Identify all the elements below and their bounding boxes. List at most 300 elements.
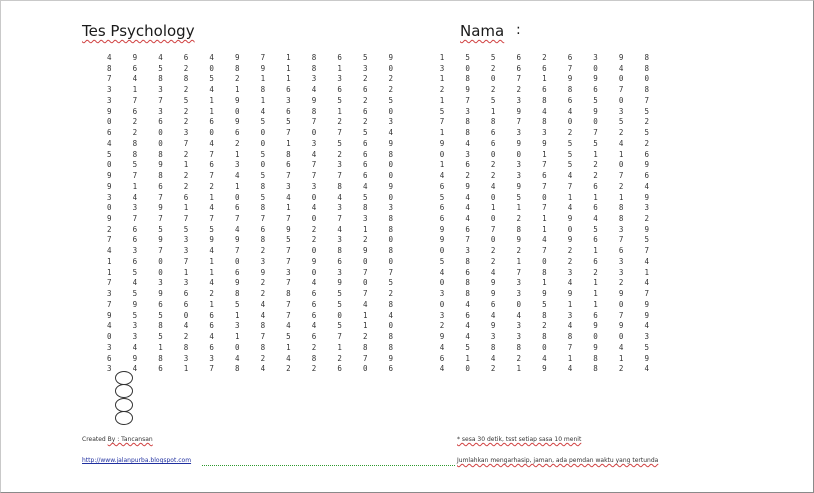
- grid-cell: 3: [644, 203, 649, 213]
- grid-cell: 6: [439, 353, 445, 363]
- grid-cell: 5: [490, 53, 496, 62]
- grid-cell: 4: [158, 53, 163, 62]
- grid-cell: 8: [644, 63, 649, 73]
- grid-cell: 4: [490, 181, 496, 191]
- grid-cell: 3: [618, 106, 624, 116]
- grid-cell: 0: [388, 235, 394, 245]
- grid-cell: 7: [567, 63, 573, 73]
- grid-cell: 5: [362, 128, 368, 138]
- grid-cell: 4: [618, 138, 624, 148]
- grid-cell: 5: [260, 149, 266, 159]
- grid-cell: 8: [644, 85, 649, 95]
- grid-cell: 2: [388, 74, 394, 84]
- grid-cell: 4: [260, 364, 266, 374]
- grid-cell: 2: [439, 321, 445, 331]
- grid-cell: 9: [618, 289, 624, 299]
- grid-cell: 7: [158, 246, 163, 256]
- grid-cell: 6: [209, 160, 214, 170]
- grid-cell: 5: [158, 63, 163, 73]
- grid-cell: 7: [260, 332, 266, 342]
- grid-cell: 0: [311, 267, 317, 277]
- grid-cell: 4: [209, 332, 214, 342]
- grid-cell: 2: [286, 364, 291, 374]
- grid-cell: 9: [107, 181, 112, 191]
- grid-cell: 2: [311, 342, 317, 352]
- grid-cell: 9: [567, 214, 573, 224]
- grid-cell: 0: [388, 63, 394, 73]
- grid-cell: 5: [209, 224, 214, 234]
- grid-cell: 4: [439, 171, 445, 181]
- grid-cell: 9: [132, 299, 138, 309]
- grid-cell: 9: [260, 267, 266, 277]
- grid-cell: 8: [158, 321, 163, 331]
- grid-cell: 3: [132, 203, 138, 213]
- grid-cell: 4: [209, 203, 214, 213]
- grid-cell: 4: [362, 299, 368, 309]
- grid-cell: 1: [286, 74, 291, 84]
- grid-cell: 0: [439, 278, 445, 288]
- grid-cell: 4: [644, 278, 649, 288]
- grid-cell: 4: [567, 321, 573, 331]
- grid-cell: 4: [490, 267, 496, 277]
- grid-cell: 7: [516, 267, 522, 277]
- grid-cell: 8: [337, 181, 342, 191]
- grid-cell: 3: [286, 267, 291, 277]
- grid-cell: 6: [183, 53, 189, 62]
- grid-cell: 1: [337, 63, 342, 73]
- grid-cell: 8: [311, 106, 317, 116]
- grid-cell: 2: [183, 117, 189, 127]
- grid-cell: 1: [490, 106, 496, 116]
- grid-cell: 6: [286, 160, 291, 170]
- grid-cell: 9: [439, 235, 445, 245]
- grid-cell: 5: [337, 138, 342, 148]
- grid-cell: 4: [311, 85, 317, 95]
- grid-cell: 4: [439, 364, 445, 374]
- grid-cell: 9: [644, 192, 649, 202]
- grid-cell: 4: [337, 192, 342, 202]
- grid-cell: 8: [388, 332, 394, 342]
- grid-cell: 3: [311, 181, 317, 191]
- footer-author: By : Tancansan: [107, 436, 153, 443]
- grid-cell: 0: [542, 342, 547, 352]
- grid-cell: 1: [107, 256, 112, 266]
- grid-cell: 1: [618, 353, 624, 363]
- grid-cell: 9: [388, 181, 394, 191]
- grid-cell: 4: [439, 342, 445, 352]
- grid-cell: 3: [516, 95, 522, 105]
- grid-cell: 7: [209, 364, 214, 374]
- grid-cell: 2: [337, 353, 342, 363]
- grid-cell: 5: [439, 192, 445, 202]
- grid-cell: 0: [618, 95, 624, 105]
- grid-cell: 7: [644, 95, 649, 105]
- grid-cell: 2: [644, 138, 649, 148]
- grid-cell: 1: [542, 74, 547, 84]
- grid-cell: 1: [542, 224, 547, 234]
- grid-cell: 5: [183, 224, 189, 234]
- grid-cell: 6: [132, 224, 138, 234]
- grid-cell: 7: [618, 85, 624, 95]
- grid-cell: 3: [439, 310, 445, 320]
- grid-cell: 7: [490, 224, 496, 234]
- grid-cell: 7: [183, 138, 189, 148]
- grid-cell: 7: [286, 299, 291, 309]
- grid-cell: 9: [311, 256, 317, 266]
- grid-cell: 0: [107, 160, 112, 170]
- grid-cell: 8: [260, 181, 266, 191]
- grid-cell: 9: [362, 246, 368, 256]
- grid-cell: 4: [567, 278, 573, 288]
- grid-cell: 7: [337, 214, 342, 224]
- grid-cell: 2: [362, 95, 368, 105]
- grid-cell: 3: [286, 95, 291, 105]
- grid-cell: 8: [132, 149, 138, 159]
- grid-cell: 1: [593, 149, 598, 159]
- grid-cell: 9: [107, 171, 112, 181]
- grid-cell: 7: [618, 310, 624, 320]
- grid-cell: 7: [107, 278, 112, 288]
- name-colon: :: [516, 22, 521, 38]
- grid-cell: 3: [618, 267, 624, 277]
- grid-cell: 7: [593, 128, 598, 138]
- grid-cell: 9: [234, 278, 240, 288]
- grid-cell: 8: [388, 214, 394, 224]
- grid-cell: 6: [465, 224, 470, 234]
- grid-cell: 5: [567, 149, 573, 159]
- grid-cell: 1: [593, 278, 598, 288]
- grid-cell: 8: [286, 149, 291, 159]
- grid-cell: 7: [107, 235, 112, 245]
- footer-note: * sesa 30 detik, tsst setiap sasa 10 menit: [457, 436, 582, 443]
- grid-cell: 9: [593, 74, 598, 84]
- grid-cell: 2: [644, 117, 649, 127]
- grid-cell: 9: [644, 224, 649, 234]
- grid-cell: 2: [542, 53, 547, 62]
- grid-cell: 9: [311, 95, 317, 105]
- grid-cell: 3: [107, 192, 112, 202]
- grid-cell: 0: [490, 74, 496, 84]
- grid-cell: 6: [644, 171, 649, 181]
- grid-cell: 4: [337, 224, 342, 234]
- grid-cell: 6: [490, 138, 496, 148]
- grid-cell: 0: [234, 256, 240, 266]
- grid-cell: 7: [234, 246, 240, 256]
- grid-cell: 0: [490, 192, 496, 202]
- grid-cell: 8: [311, 53, 317, 62]
- grid-cell: 4: [439, 267, 445, 277]
- grid-cell: 4: [209, 138, 214, 148]
- grid-cell: 3: [183, 246, 189, 256]
- grid-cell: 1: [337, 106, 342, 116]
- grid-cell: 3: [516, 128, 522, 138]
- grid-cell: 9: [516, 106, 522, 116]
- grid-cell: 1: [542, 278, 547, 288]
- grid-cell: 8: [542, 310, 547, 320]
- grid-cell: 2: [567, 246, 573, 256]
- grid-cell: 3: [234, 321, 240, 331]
- grid-cell: 7: [209, 171, 214, 181]
- grid-cell: 8: [362, 342, 368, 352]
- grid-cell: 9: [490, 278, 496, 288]
- grid-cell: 0: [490, 214, 496, 224]
- grid-cell: 3: [107, 289, 112, 299]
- grid-cell: 7: [516, 117, 522, 127]
- grid-cell: 7: [132, 95, 138, 105]
- grid-cell: 2: [618, 181, 624, 191]
- grid-cell: 7: [158, 192, 163, 202]
- grid-cell: 1: [132, 85, 138, 95]
- grid-cell: 1: [465, 353, 470, 363]
- grid-cell: 0: [388, 106, 394, 116]
- grid-cell: 6: [516, 63, 522, 73]
- grid-cell: 0: [388, 160, 394, 170]
- grid-cell: 6: [593, 85, 598, 95]
- grid-cell: 9: [542, 364, 547, 374]
- grid-cell: 3: [337, 267, 342, 277]
- grid-cell: 4: [644, 321, 649, 331]
- grid-cell: 9: [107, 214, 112, 224]
- grid-cell: 5: [337, 321, 342, 331]
- grid-cell: 0: [388, 321, 394, 331]
- grid-cell: 8: [465, 278, 470, 288]
- grid-cell: 6: [439, 203, 445, 213]
- grid-cell: 9: [516, 235, 522, 245]
- grid-cell: 8: [260, 321, 266, 331]
- grid-cell: 2: [593, 171, 598, 181]
- grid-cell: 4: [132, 278, 138, 288]
- grid-cell: 2: [593, 267, 598, 277]
- grid-cell: 1: [542, 214, 547, 224]
- grid-cell: 0: [234, 192, 240, 202]
- grid-cell: 0: [465, 364, 470, 374]
- grid-cell: 0: [490, 235, 496, 245]
- grid-cell: 3: [209, 353, 214, 363]
- grid-cell: 4: [567, 171, 573, 181]
- grid-cell: 8: [465, 117, 470, 127]
- grid-cell: 9: [567, 235, 573, 245]
- grid-cell: 5: [286, 332, 291, 342]
- grid-cell: 9: [644, 310, 649, 320]
- grid-cell: 9: [516, 181, 522, 191]
- grid-cell: 2: [362, 74, 368, 84]
- grid-cell: 7: [542, 246, 547, 256]
- grid-cell: 4: [542, 106, 547, 116]
- grid-cell: 7: [465, 235, 470, 245]
- grid-cell: 4: [465, 214, 470, 224]
- grid-cell: 8: [388, 342, 394, 352]
- grid-cell: 1: [234, 310, 240, 320]
- grid-cell: 3: [183, 235, 189, 245]
- grid-cell: 2: [234, 138, 240, 148]
- grid-cell: 3: [107, 364, 112, 374]
- grid-cell: 6: [337, 85, 342, 95]
- grid-cell: 7: [618, 171, 624, 181]
- grid-cell: 7: [311, 117, 317, 127]
- grid-cell: 3: [644, 332, 649, 342]
- grid-cell: 2: [183, 106, 189, 116]
- grid-cell: 7: [286, 278, 291, 288]
- grid-cell: 9: [567, 289, 573, 299]
- footer-url-link[interactable]: http://www.jalanpurba.blogspot.com: [82, 457, 192, 464]
- grid-cell: 5: [132, 310, 138, 320]
- grid-cell: 0: [107, 203, 112, 213]
- grid-cell: 5: [132, 267, 138, 277]
- grid-cell: 6: [362, 160, 368, 170]
- grid-cell: 4: [490, 353, 496, 363]
- grid-cell: 6: [107, 353, 112, 363]
- grid-cell: 4: [183, 321, 189, 331]
- grid-cell: 8: [516, 224, 522, 234]
- grid-cell: 1: [593, 289, 598, 299]
- grid-cell: 3: [337, 160, 342, 170]
- grid-cell: 4: [516, 310, 522, 320]
- page-title: Tes Psychology: [82, 22, 195, 40]
- grid-cell: 3: [362, 214, 368, 224]
- grid-cell: 7: [362, 353, 368, 363]
- grid-cell: 1: [209, 267, 214, 277]
- grid-cell: 8: [465, 74, 470, 84]
- grid-cell: 0: [439, 299, 445, 309]
- grid-cell: 8: [542, 332, 547, 342]
- grid-cell: 2: [644, 214, 649, 224]
- grid-cell: 2: [490, 85, 496, 95]
- grid-cell: 5: [286, 117, 291, 127]
- grid-cell: 7: [644, 246, 649, 256]
- grid-cell: 6: [260, 224, 266, 234]
- grid-cell: 5: [260, 171, 266, 181]
- grid-cell: 8: [234, 364, 240, 374]
- grid-cell: 4: [209, 246, 214, 256]
- grid-cell: 0: [158, 128, 163, 138]
- grid-cell: 5: [516, 192, 522, 202]
- grid-cell: 8: [311, 63, 317, 73]
- footer-instruction: Jumlahkan mengarhasip, jaman, ada pemdan waktu yang tertunda: [457, 457, 659, 464]
- grid-cell: 3: [158, 106, 163, 116]
- grid-cell: 7: [209, 214, 214, 224]
- grid-cell: 6: [465, 160, 470, 170]
- grid-cell: 5: [234, 299, 240, 309]
- grid-cell: 7: [439, 117, 445, 127]
- grid-cell: 2: [183, 332, 189, 342]
- grid-cell: 4: [311, 203, 317, 213]
- grid-cell: 5: [490, 95, 496, 105]
- grid-cell: 9: [260, 63, 266, 73]
- grid-cell: 6: [209, 117, 214, 127]
- grid-cell: 7: [311, 171, 317, 181]
- grid-cell: 6: [388, 364, 394, 374]
- grid-cell: 7: [286, 171, 291, 181]
- grid-cell: 3: [439, 63, 445, 73]
- grid-cell: 8: [593, 353, 598, 363]
- grid-cell: 1: [234, 332, 240, 342]
- grid-cell: 4: [618, 342, 624, 352]
- grid-cell: 7: [286, 246, 291, 256]
- grid-cell: 4: [618, 63, 624, 73]
- grid-cell: 4: [132, 342, 138, 352]
- grid-cell: 5: [337, 299, 342, 309]
- grid-cell: 1: [132, 181, 138, 191]
- grid-cell: 1: [516, 364, 522, 374]
- grid-cell: 7: [618, 235, 624, 245]
- grid-cell: 2: [362, 332, 368, 342]
- grid-cell: 7: [337, 171, 342, 181]
- grid-cell: 3: [183, 353, 189, 363]
- grid-cell: 8: [286, 289, 291, 299]
- grid-cell: 1: [567, 353, 573, 363]
- grid-cell: 2: [132, 128, 138, 138]
- grid-cell: 0: [362, 256, 368, 266]
- grid-cell: 4: [107, 246, 112, 256]
- grid-cell: 3: [593, 53, 598, 62]
- grid-cell: 9: [490, 289, 496, 299]
- grid-cell: 1: [183, 364, 189, 374]
- footer-created: [82, 436, 153, 443]
- grid-cell: 2: [337, 117, 342, 127]
- grid-cell: 4: [465, 138, 470, 148]
- grid-cell: 6: [158, 364, 163, 374]
- grid-cell: 3: [465, 149, 470, 159]
- grid-cell: 6: [234, 128, 240, 138]
- grid-cell: 4: [132, 364, 138, 374]
- grid-cell: 4: [234, 224, 240, 234]
- grid-cell: 1: [209, 256, 214, 266]
- grid-cell: 6: [337, 364, 342, 374]
- grid-cell: 9: [388, 353, 394, 363]
- grid-cell: 4: [286, 321, 291, 331]
- grid-cell: 6: [132, 256, 138, 266]
- grid-cell: 2: [311, 224, 317, 234]
- grid-cell: 7: [337, 332, 342, 342]
- grid-cell: 7: [542, 203, 547, 213]
- grid-cell: 0: [388, 256, 394, 266]
- grid-cell: 3: [260, 256, 266, 266]
- grid-cell: 1: [337, 342, 342, 352]
- grid-cell: 7: [311, 160, 317, 170]
- grid-cell: 5: [388, 95, 394, 105]
- grid-cell: 2: [593, 160, 598, 170]
- grid-cell: 3: [286, 181, 291, 191]
- grid-cell: 5: [644, 106, 649, 116]
- grid-cell: 0: [234, 106, 240, 116]
- footer-created-label: Created: [82, 436, 106, 443]
- grid-cell: 6: [158, 299, 163, 309]
- grid-cell: 1: [644, 267, 649, 277]
- grid-cell: 1: [209, 192, 214, 202]
- grid-cell: 2: [542, 321, 547, 331]
- grid-cell: 1: [209, 299, 214, 309]
- grid-cell: 2: [362, 235, 368, 245]
- grid-cell: 5: [567, 138, 573, 148]
- grid-cell: 0: [516, 149, 522, 159]
- grid-cell: 8: [132, 138, 138, 148]
- grid-cell: 5: [132, 160, 138, 170]
- grid-cell: 0: [183, 310, 189, 320]
- grid-cell: 9: [209, 235, 214, 245]
- grid-cell: 2: [183, 171, 189, 181]
- grid-cell: 7: [183, 214, 189, 224]
- grid-cell: 8: [388, 224, 394, 234]
- grid-cell: 6: [286, 85, 291, 95]
- grid-cell: 3: [618, 256, 624, 266]
- grid-cell: 9: [234, 235, 240, 245]
- grid-cell: 6: [158, 117, 163, 127]
- grid-cell: 4: [107, 321, 112, 331]
- grid-cell: 4: [107, 53, 112, 62]
- grid-cell: 3: [158, 278, 163, 288]
- grid-cell: 1: [439, 53, 445, 62]
- grid-cell: 0: [439, 149, 445, 159]
